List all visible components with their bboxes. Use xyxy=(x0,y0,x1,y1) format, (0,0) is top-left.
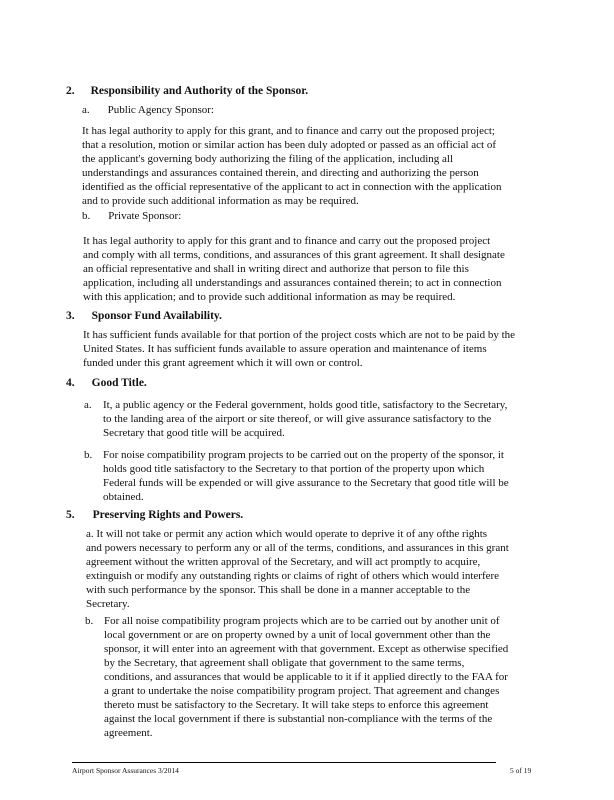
text-line: Federal funds will be expended or will give assurance to the Secretary that good title will be xyxy=(103,477,509,489)
text-line: with this application; and to provide such additional information as may be required. xyxy=(83,291,456,303)
paragraph-3 xyxy=(83,328,515,370)
text-line: a grant to undertake the noise compatibility program project. That agreement and changes xyxy=(104,685,500,697)
paragraph-2a xyxy=(82,124,501,208)
subsection-label: b. xyxy=(82,210,91,222)
text-line: the applicant's governing body authorizing the filing of the application, including all xyxy=(82,153,454,165)
item-label: a. xyxy=(84,399,92,411)
text-line: Secretary that good title will be acquired. xyxy=(103,427,285,439)
text-line: application, including all understandings and assurances contained therein; to act in connection xyxy=(83,277,502,289)
text-line: by the Secretary, that agreement shall obligate that government to the same terms, xyxy=(104,657,465,669)
text-line: local government or are on property owned by a unit of local government other than the xyxy=(104,629,491,641)
section-3-heading xyxy=(66,309,222,323)
text-line: understandings and assurances contained therein, and directing and authorizing the person xyxy=(82,167,479,179)
text-line: holds good title satisfactory to the Secretary to that portion of the property upon which xyxy=(103,463,485,475)
text-line: to the landing area of the airport or site thereof, or will give assurance satisfactory to the xyxy=(103,413,492,425)
subsection-2a-heading xyxy=(82,103,214,117)
text-line: and powers necessary to perform any or all of the terms, conditions, and assurances in this grant xyxy=(86,542,509,554)
section-title: Responsibility and Authority of the Sponsor. xyxy=(90,85,309,97)
text-line: against the local government if there is substantial non-compliance with the terms of the xyxy=(104,713,493,725)
section-title: Sponsor Fund Availability. xyxy=(91,310,222,322)
text-line: sponsor, it will enter into an agreement with that government. Except as otherwise specified xyxy=(104,643,509,655)
item-5b xyxy=(85,614,508,740)
subsection-title: Private Sponsor: xyxy=(108,210,182,222)
text-line: conditions, and assurances that would be applicable to it if it applied directly to the FAA for xyxy=(104,671,508,683)
footer-page-number: 5 of 19 xyxy=(510,766,532,775)
item-label: b. xyxy=(84,449,93,461)
text-line: For noise compatibility program projects to be carried out on the property of the sponsor, it xyxy=(103,449,504,461)
text-line: United States. It has sufficient funds available to assure operation and maintenance of items xyxy=(83,343,487,355)
item-label: b. xyxy=(85,615,94,627)
subsection-2b-heading xyxy=(82,209,181,223)
text-line: that a resolution, motion or similar action has been duly adopted or passed as an official act of xyxy=(82,139,497,151)
text-line: funded under this grant agreement which it will own or control. xyxy=(83,357,363,369)
paragraph-2b xyxy=(83,234,505,304)
text-line: an official representative and shall in writing direct and authorize that person to file this xyxy=(83,263,469,275)
section-number: 2. xyxy=(66,85,75,97)
text-line: agreement without the written approval of the Secretary, and will act promptly to acquire, xyxy=(86,556,481,568)
text-line: Secretary. xyxy=(86,598,130,610)
item-5a xyxy=(86,527,509,611)
section-title: Good Title. xyxy=(91,377,147,389)
section-number: 3. xyxy=(66,310,75,322)
section-4-heading xyxy=(66,376,147,390)
section-number: 4. xyxy=(66,377,75,389)
text-line: It, a public agency or the Federal government, holds good title, satisfactory to the Secretary, xyxy=(103,399,508,411)
item-text xyxy=(85,614,508,740)
item-text xyxy=(84,398,507,440)
text-line: and to provide such additional information as may be required. xyxy=(82,195,359,207)
text-line: obtained. xyxy=(103,491,144,503)
item-4a xyxy=(84,398,507,440)
text-line: For all noise compatibility program projects which are to be carried out by another unit of xyxy=(104,615,500,627)
section-5-heading xyxy=(66,508,243,522)
section-number: 5. xyxy=(66,509,75,521)
footer-document-title: Airport Sponsor Assurances 3/2014 xyxy=(72,766,179,775)
text-line: and comply with all terms, conditions, and assurances of this grant agreement. It shall designate xyxy=(83,249,505,261)
text-line: It has legal authority to apply for this grant and to finance and carry out the proposed project xyxy=(83,235,491,247)
section-2-heading xyxy=(66,84,308,98)
subsection-label: a. xyxy=(82,104,90,116)
text-line: It has legal authority to apply for this grant, and to finance and carry out the proposed project; xyxy=(82,125,495,137)
text-line: agreement. xyxy=(104,727,153,739)
text-line: extinguish or modify any outstanding rights or claims of right of others which would interfere xyxy=(86,570,500,582)
item-4b xyxy=(84,448,509,504)
text-line: It has sufficient funds available for that portion of the project costs which are not to be paid by the xyxy=(83,329,516,341)
text-line: thereto must be satisfactory to the Secretary. It will take steps to enforce this agreement xyxy=(104,699,489,711)
footer-divider xyxy=(72,762,496,763)
item-text xyxy=(84,448,509,504)
section-title: Preserving Rights and Powers. xyxy=(92,509,244,521)
text-line: identified as the official representative of the applicant to act in connection with the application xyxy=(82,181,502,193)
text-line: with such performance by the sponsor. This shall be done in a manner acceptable to the xyxy=(86,584,471,596)
subsection-title: Public Agency Sponsor: xyxy=(107,104,214,116)
text-line: a. It will not take or permit any action which would operate to deprive it of any ofthe rights xyxy=(86,528,488,540)
